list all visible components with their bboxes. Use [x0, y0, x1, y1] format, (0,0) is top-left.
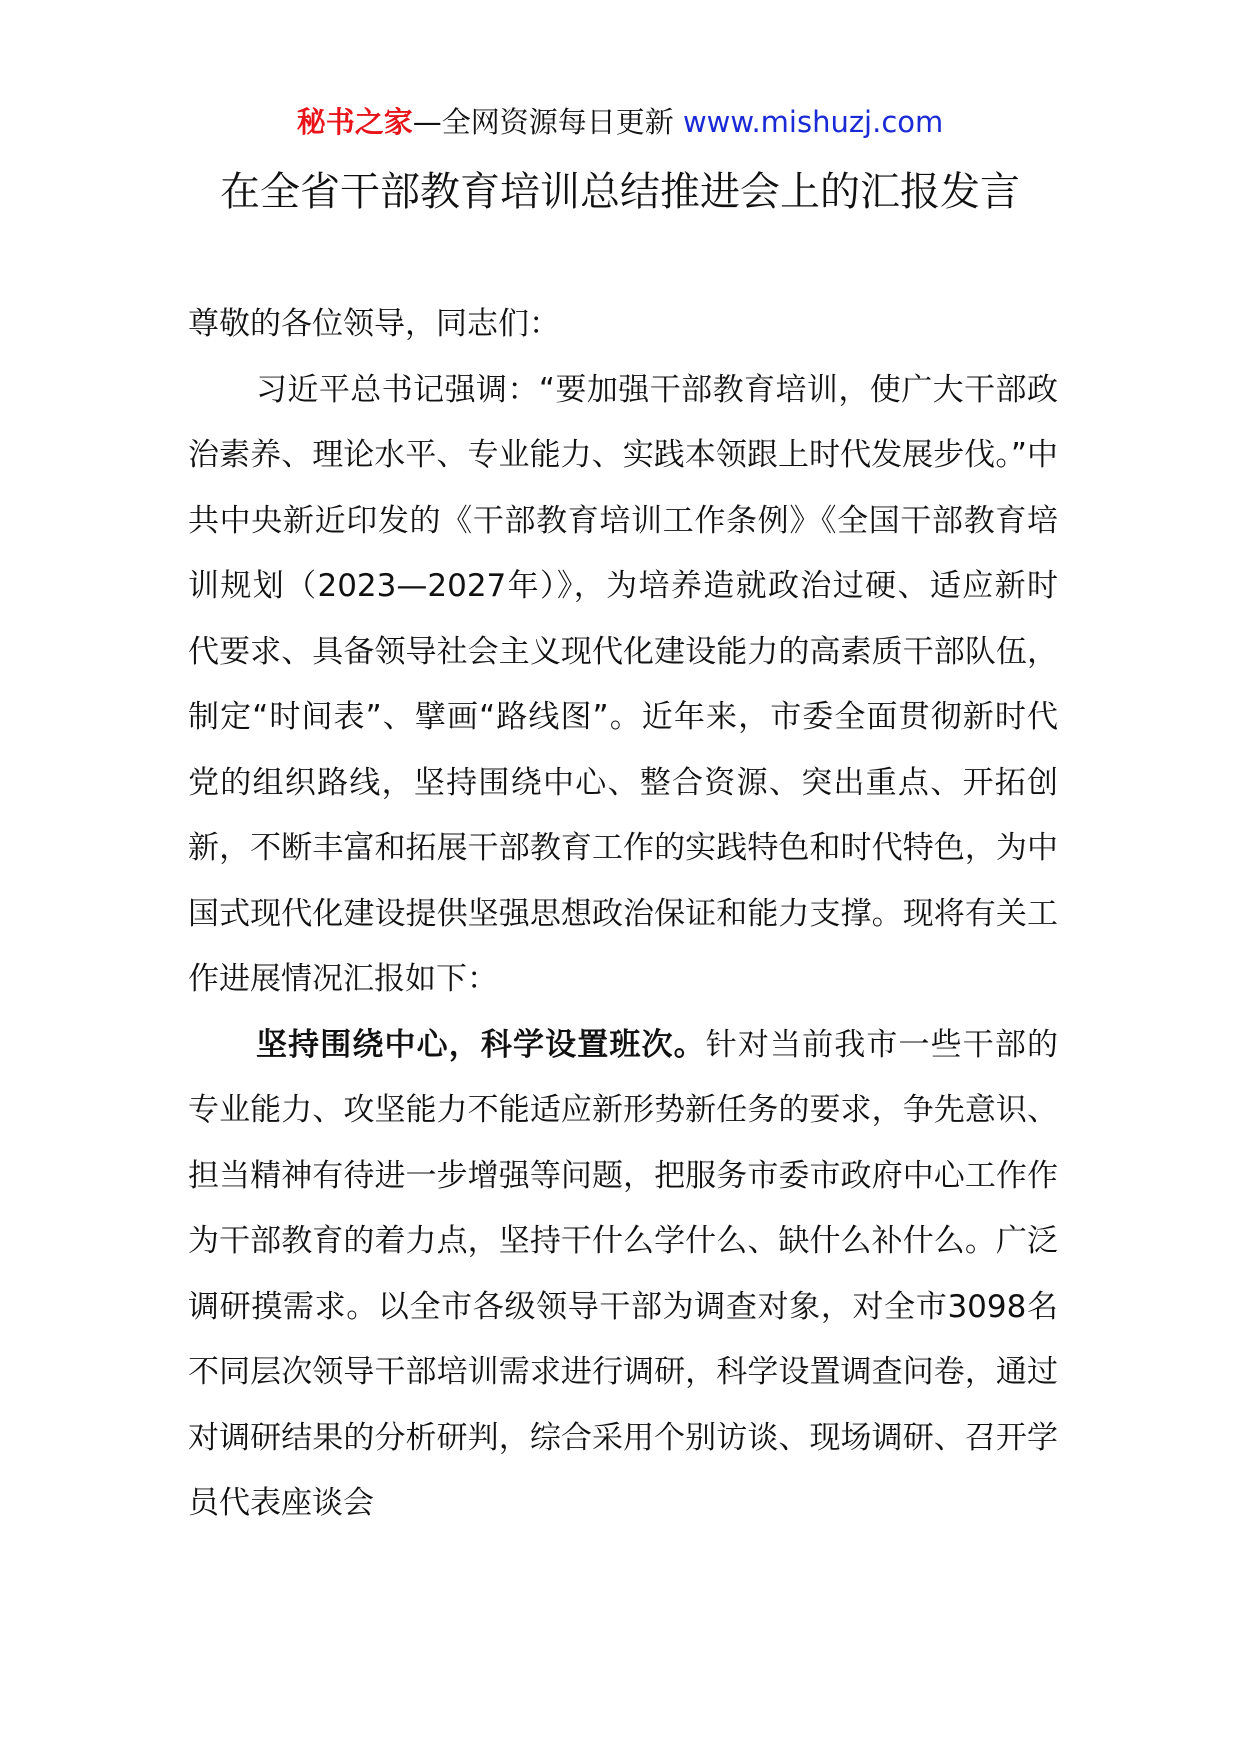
paragraph-intro: 习近平总书记强调：“要加强干部教育培训，使广大干部政治素养、理论水平、专业能力、实践本领跟上时代发展步伐。”中共中央新近印发的《干部教育培训工作条例》《全国干部教育培训规划（2023—2027年）》，为培养造就政治过硬、适应新时代要求、具备领导社会主义现代化建设能力的高素质干部队伍，制定“时间表”、擘画“路线图”。近年来，市委全面贯彻新时代党的组织路线，坚持围绕中心、整合资源、突出重点、开拓创新，不断丰富和拓展干部教育工作的实践特色和时代特色，为中国式现代化建设提供坚强思想政治保证和能力支撑。现将有关工作进展情况汇报如下：: [188, 371, 1058, 997]
salutation: 尊敬的各位领导，同志们：: [188, 306, 560, 342]
brand-name: 秘书之家: [296, 105, 413, 139]
site-url-link[interactable]: www.mishuzj.com: [682, 105, 944, 139]
document-body: [188, 292, 1058, 1537]
paragraph-lead: 坚持围绕中心，科学设置班次。: [256, 1026, 706, 1063]
paragraph-section-one: [188, 1013, 1058, 1537]
header-tagline: —全网资源每日更新: [412, 105, 683, 139]
document-title: 在全省干部教育培训总结推进会上的汇报发言: [220, 169, 1020, 215]
site-header: [0, 102, 1240, 142]
paragraph-body: 针对当前我市一些干部的专业能力、攻坚能力不能适应新形势新任务的要求，争先意识、担当精神有待进一步增强等问题，把服务市委市政府中心工作作为干部教育的着力点，坚持干什么学什么、缺什么补什么。广泛调研摸需求。以全市各级领导干部为调查对象，对全市3098名不同层次领导干部培训需求进行调研，科学设置调查问卷，通过对调研结果的分析研判，综合采用个别访谈、现场调研、召开学员代表座谈会: [188, 1026, 1058, 1521]
